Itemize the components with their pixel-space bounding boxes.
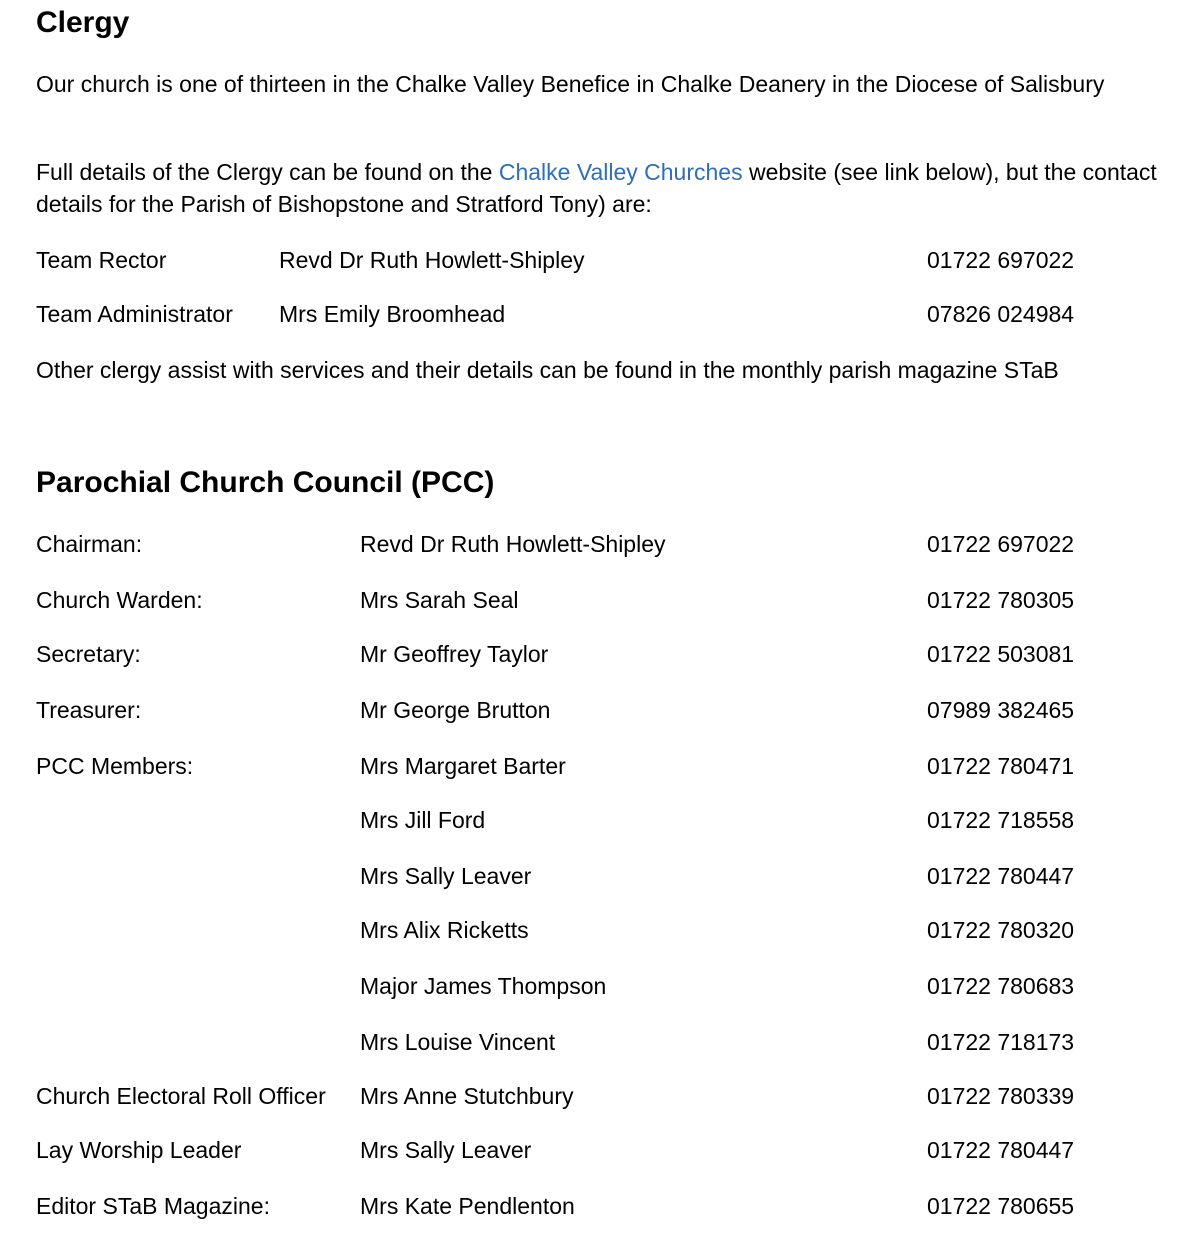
pcc-member-row bbox=[36, 584, 1186, 616]
member-name: Mrs Louise Vincent bbox=[360, 1029, 556, 1055]
member-name: Mrs Sally Leaver bbox=[360, 863, 532, 889]
member-name: Major James Thompson bbox=[360, 973, 607, 999]
member-phone: 01722 503081 bbox=[927, 641, 1075, 667]
clergy-contact-row bbox=[36, 244, 1186, 276]
member-phone: 01722 780305 bbox=[927, 587, 1075, 613]
clergy-details-text-after: website (see link below), but the contact details for the Parish of Bishopstone and Stratford Tony) are: bbox=[36, 159, 1157, 217]
member-phone: 01722 718558 bbox=[927, 807, 1075, 833]
member-phone: 01722 780471 bbox=[927, 753, 1075, 779]
member-phone: 01722 780447 bbox=[927, 1137, 1075, 1163]
pcc-member-row bbox=[36, 1026, 1186, 1058]
page-content bbox=[36, 0, 1186, 1258]
member-name: Mrs Margaret Barter bbox=[360, 753, 566, 779]
member-name: Mrs Sarah Seal bbox=[360, 587, 519, 613]
pcc-member-row bbox=[36, 528, 1186, 560]
member-phone: 01722 718173 bbox=[927, 1029, 1075, 1055]
member-name: Mrs Jill Ford bbox=[360, 807, 486, 833]
member-name: Mr Geoffrey Taylor bbox=[360, 641, 549, 667]
clergy-details-text-before: Full details of the Clergy can be found on the bbox=[36, 159, 499, 185]
contact-role: Team Rector bbox=[36, 247, 167, 273]
clergy-contact-row bbox=[36, 298, 1186, 330]
member-phone: 01722 780339 bbox=[927, 1083, 1075, 1109]
pcc-member-row bbox=[36, 638, 1186, 670]
member-name: Mrs Anne Stutchbury bbox=[360, 1083, 574, 1109]
pcc-member-row bbox=[36, 804, 1186, 836]
pcc-member-row bbox=[36, 914, 1186, 946]
member-role: Lay Worship Leader bbox=[36, 1137, 242, 1163]
member-role: Chairman: bbox=[36, 531, 143, 557]
pcc-member-row bbox=[36, 750, 1186, 782]
contact-name: Mrs Emily Broomhead bbox=[279, 301, 506, 327]
pcc-member-row bbox=[36, 970, 1186, 1002]
member-name: Mr George Brutton bbox=[360, 697, 551, 723]
member-phone: 01722 780683 bbox=[927, 973, 1075, 999]
contact-phone: 07826 024984 bbox=[927, 301, 1075, 327]
contact-phone: 01722 697022 bbox=[927, 247, 1075, 273]
clergy-note: Other clergy assist with services and their details can be found in the monthly parish magazine STaB bbox=[36, 357, 1059, 383]
member-phone: 01722 780320 bbox=[927, 917, 1075, 943]
member-role: PCC Members: bbox=[36, 753, 194, 779]
member-phone: 01722 780447 bbox=[927, 863, 1075, 889]
member-phone: 01722 780655 bbox=[927, 1193, 1075, 1219]
member-name: Revd Dr Ruth Howlett-Shipley bbox=[360, 531, 666, 557]
member-role: Secretary: bbox=[36, 641, 141, 667]
pcc-member-row bbox=[36, 1190, 1186, 1222]
member-role: Church Electoral Roll Officer bbox=[36, 1083, 326, 1109]
chalke-valley-churches-link[interactable]: Chalke Valley Churches bbox=[498, 159, 743, 185]
member-name: Mrs Sally Leaver bbox=[360, 1137, 532, 1163]
member-role: Treasurer: bbox=[36, 697, 142, 723]
contact-role: Team Administrator bbox=[36, 301, 233, 327]
clergy-details bbox=[36, 156, 1166, 220]
pcc-member-row bbox=[36, 1134, 1186, 1166]
member-role: Church Warden: bbox=[36, 587, 203, 613]
pcc-member-row bbox=[36, 694, 1186, 726]
member-name: Mrs Kate Pendlenton bbox=[360, 1193, 575, 1219]
contact-name: Revd Dr Ruth Howlett-Shipley bbox=[279, 247, 585, 273]
member-phone: 07989 382465 bbox=[927, 697, 1075, 723]
member-phone: 01722 697022 bbox=[927, 531, 1075, 557]
pcc-heading: Parochial Church Council (PCC) bbox=[36, 466, 495, 499]
clergy-intro: Our church is one of thirteen in the Chalke Valley Benefice in Chalke Deanery in the Diocese of Salisbury bbox=[36, 71, 1105, 97]
member-name: Mrs Alix Ricketts bbox=[360, 917, 529, 943]
pcc-member-row bbox=[36, 860, 1186, 892]
member-role: Editor STaB Magazine: bbox=[36, 1193, 270, 1219]
pcc-member-row bbox=[36, 1080, 1186, 1112]
clergy-heading: Clergy bbox=[36, 6, 130, 39]
